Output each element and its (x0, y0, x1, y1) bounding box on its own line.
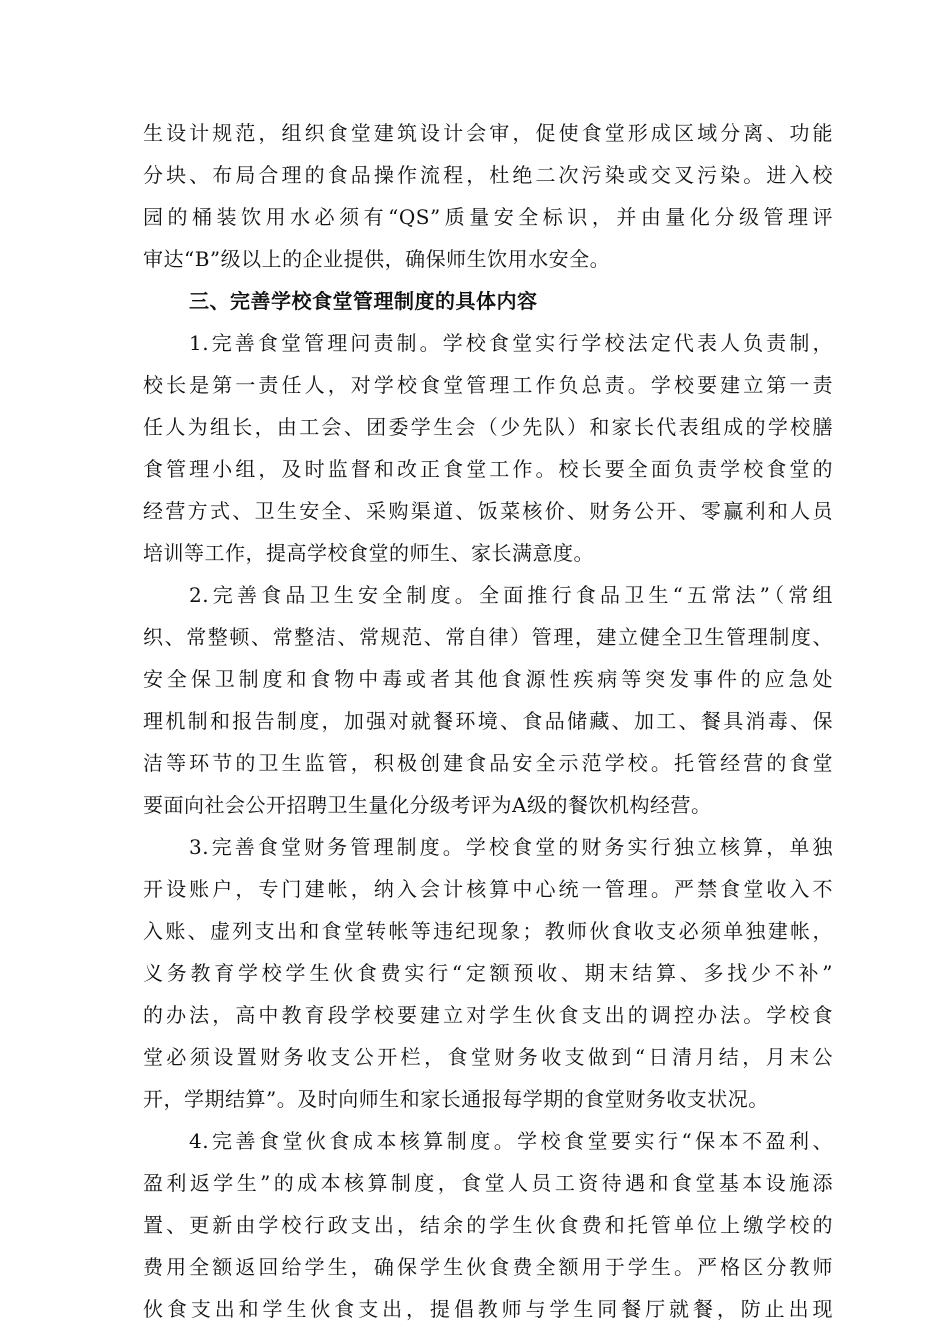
body-line: 1.完善食堂管理问责制。学校食堂实行学校法定代表人负责制， (189, 331, 833, 355)
body-line: 开，学期结算”。及时向师生和家长通报每学期的食堂财务收支状况。 (143, 1087, 769, 1111)
body-line: 的办法，高中教育段学校要建立对学生伙食支出的调控办法。学校食 (143, 1003, 833, 1027)
document-body (143, 112, 833, 1330)
body-line: 要面向社会公开招聘卫生量化分级考评为A级的餐饮机构经营。 (143, 793, 712, 817)
body-line: 审达“B”级以上的企业提供，确保师生饮用水安全。 (143, 247, 611, 271)
body-line: 理机制和报告制度，加强对就餐环境、食品储藏、加工、餐具消毒、保 (143, 709, 833, 733)
body-line: 织、常整顿、常整洁、常规范、常自律）管理，建立健全卫生管理制度、 (143, 625, 833, 649)
section-heading: 三、完善学校食堂管理制度的具体内容 (189, 289, 538, 313)
body-line: 费用全额返回给学生，确保学生伙食费全额用于学生。严格区分教师 (143, 1255, 833, 1279)
body-line: 堂必须设置财务收支公开栏，食堂财务收支做到“日清月结，月末公 (143, 1045, 833, 1069)
body-line: 安全保卫制度和食物中毒或者其他食源性疾病等突发事件的应急处 (143, 667, 833, 691)
body-line: 入账、虚列支出和食堂转帐等违纪现象；教师伙食收支必须单独建帐， (143, 919, 833, 943)
body-line: 洁等环节的卫生监管，积极创建食品安全示范学校。托管经营的食堂 (143, 751, 833, 775)
body-line: 食管理小组，及时监督和改正食堂工作。校长要全面负责学校食堂的 (143, 457, 833, 481)
body-line: 开设账户，专门建帐，纳入会计核算中心统一管理。严禁食堂收入不 (143, 877, 833, 901)
body-line: 伙食支出和学生伙食支出，提倡教师与学生同餐厅就餐，防止出现 (143, 1297, 833, 1321)
body-line: 置、更新由学校行政支出，结余的学生伙食费和托管单位上缴学校的 (143, 1213, 833, 1237)
body-line: 义务教育学校学生伙食费实行“定额预收、期末结算、多找少不补” (143, 961, 833, 985)
body-line: 生设计规范，组织食堂建筑设计会审，促使食堂形成区域分离、功能 (143, 121, 833, 145)
body-line: 2.完善食品卫生安全制度。全面推行食品卫生“五常法”（常组 (189, 583, 833, 607)
body-line: 园的桶装饮用水必须有“QS”质量安全标识，并由量化分级管理评 (143, 205, 833, 229)
body-line: 培训等工作，提高学校食堂的师生、家长满意度。 (143, 541, 594, 565)
body-line: 分块、布局合理的食品操作流程，杜绝二次污染或交叉污染。进入校 (143, 163, 833, 187)
body-line: 校长是第一责任人，对学校食堂管理工作负总责。学校要建立第一责 (143, 373, 833, 397)
body-line: 经营方式、卫生安全、采购渠道、饭菜核价、财务公开、零赢利和人员 (143, 499, 833, 523)
body-line: 任人为组长，由工会、团委学生会（少先队）和家长代表组成的学校膳 (143, 415, 833, 439)
body-line: 4.完善食堂伙食成本核算制度。学校食堂要实行“保本不盈利、 (189, 1129, 833, 1153)
body-line: 3.完善食堂财务管理制度。学校食堂的财务实行独立核算，单独 (189, 835, 833, 859)
body-line: 盈利返学生”的成本核算制度，食堂人员工资待遇和食堂基本设施添 (143, 1171, 833, 1195)
